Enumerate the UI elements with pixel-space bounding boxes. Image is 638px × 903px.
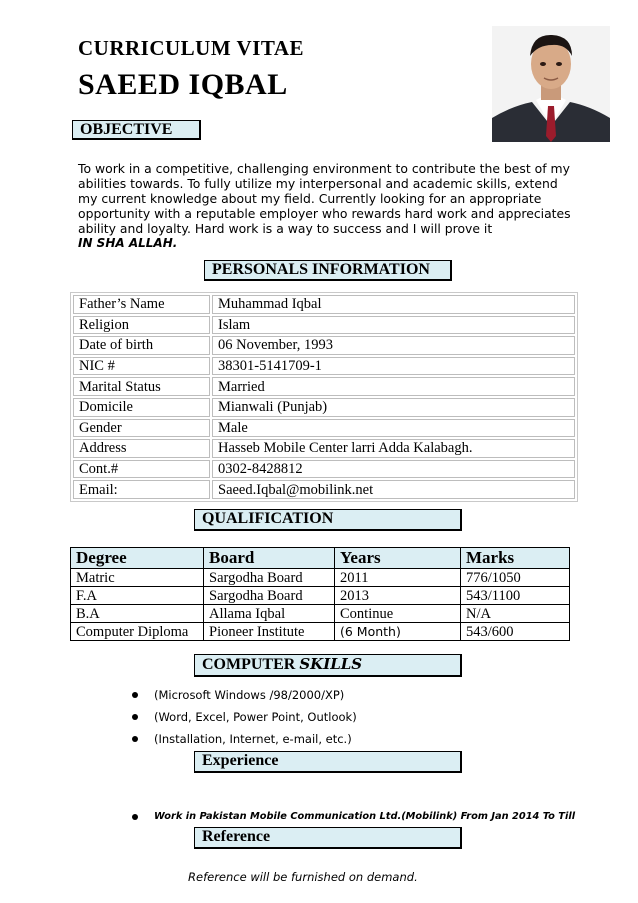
degree-cell: B.A — [71, 605, 204, 623]
bullet-icon — [132, 714, 138, 720]
table-row — [71, 587, 570, 605]
board-cell: Allama Iqbal — [204, 605, 335, 623]
field-label: Address — [73, 439, 210, 458]
table-row — [73, 398, 575, 417]
section-objective-heading: OBJECTIVE — [72, 120, 201, 140]
skills-heading-emphasis: SKILLS — [299, 655, 363, 673]
candidate-name: SAEED IQBAL — [78, 68, 288, 101]
table-row — [73, 460, 575, 479]
degree-cell: Computer Diploma — [71, 623, 204, 641]
field-label: Date of birth — [73, 336, 210, 355]
column-header-board: Board — [204, 548, 335, 569]
years-cell: 2011 — [335, 569, 461, 587]
bullet-icon — [132, 736, 138, 742]
list-item — [126, 684, 357, 706]
section-qualification-heading: QUALIFICATION — [194, 509, 462, 531]
email-value[interactable]: Saeed.Iqbal@mobilink.net — [212, 480, 575, 499]
experience-item — [126, 806, 575, 828]
table-row — [73, 439, 575, 458]
field-value: Male — [212, 419, 575, 438]
years-cell: 2013 — [335, 587, 461, 605]
objective-text: To work in a competitive, challenging environment to contribute the best of my abilities towards. To fully utilize my interpersonal and academic skills, extend my current knowledge about my field. Currently looking for an appropriate opportunity with a reputable employer who rewards hard work and appreciates ability and loyalty. Hard work is a way to success and I will prove it — [78, 161, 571, 236]
field-value: Mianwali (Punjab) — [212, 398, 575, 417]
reference-text: Reference will be furnished on demand. — [188, 870, 418, 884]
board-cell: Sargodha Board — [204, 569, 335, 587]
cv-title: CURRICULUM VITAE — [78, 36, 304, 60]
field-value: Muhammad Iqbal — [212, 295, 575, 314]
field-value: 06 November, 1993 — [212, 336, 575, 355]
field-label: NIC # — [73, 357, 210, 376]
field-value: Hasseb Mobile Center larri Adda Kalabagh. — [212, 439, 575, 458]
table-row — [73, 316, 575, 335]
degree-cell: F.A — [71, 587, 204, 605]
marks-cell: N/A — [461, 605, 570, 623]
field-label: Cont.# — [73, 460, 210, 479]
years-cell: (6 Month) — [335, 623, 461, 641]
years-cell: Continue — [335, 605, 461, 623]
board-cell: Sargodha Board — [204, 587, 335, 605]
table-row — [71, 569, 570, 587]
field-label: Religion — [73, 316, 210, 335]
qualification-table — [70, 547, 570, 641]
field-label: Marital Status — [73, 377, 210, 396]
field-value: Married — [212, 377, 575, 396]
section-experience-heading: Experience — [194, 751, 462, 773]
section-skills-heading — [194, 654, 462, 677]
field-value: Islam — [212, 316, 575, 335]
field-label: Email: — [73, 480, 210, 499]
profile-photo — [492, 26, 610, 142]
field-label: Gender — [73, 419, 210, 438]
skills-list — [126, 684, 357, 750]
personal-info-table — [70, 292, 578, 502]
objective-closing: IN SHA ALLAH. — [78, 236, 178, 250]
table-row — [73, 295, 575, 314]
skill-text: (Installation, Internet, e-mail, etc.) — [154, 732, 352, 746]
skill-text: (Word, Excel, Power Point, Outlook) — [154, 710, 357, 724]
experience-text: Work in Pakistan Mobile Communication Ltd.(Mobilink) From Jan 2014 To Till — [154, 811, 576, 822]
table-row — [71, 605, 570, 623]
marks-cell: 776/1050 — [461, 569, 570, 587]
bullet-icon — [132, 814, 138, 820]
field-value: 38301-5141709-1 — [212, 357, 575, 376]
field-value: 0302-8428812 — [212, 460, 575, 479]
marks-cell: 543/600 — [461, 623, 570, 641]
column-header-years: Years — [335, 548, 461, 569]
table-header-row — [71, 548, 570, 569]
marks-cell: 543/1100 — [461, 587, 570, 605]
list-item — [126, 728, 357, 750]
field-label: Father’s Name — [73, 295, 210, 314]
board-cell: Pioneer Institute — [204, 623, 335, 641]
table-row — [73, 377, 575, 396]
table-row — [73, 480, 575, 499]
section-personal-heading: PERSONALS INFORMATION — [204, 260, 452, 281]
section-reference-heading: Reference — [194, 827, 462, 849]
list-item — [126, 706, 357, 728]
table-row — [73, 419, 575, 438]
degree-cell: Matric — [71, 569, 204, 587]
skill-text: (Microsoft Windows /98/2000/XP) — [154, 688, 345, 702]
column-header-degree: Degree — [71, 548, 204, 569]
bullet-icon — [132, 692, 138, 698]
table-row — [71, 623, 570, 641]
table-row — [73, 357, 575, 376]
field-label: Domicile — [73, 398, 210, 417]
table-row — [73, 336, 575, 355]
column-header-marks: Marks — [461, 548, 570, 569]
skills-heading-prefix: COMPUTER — [202, 656, 296, 673]
